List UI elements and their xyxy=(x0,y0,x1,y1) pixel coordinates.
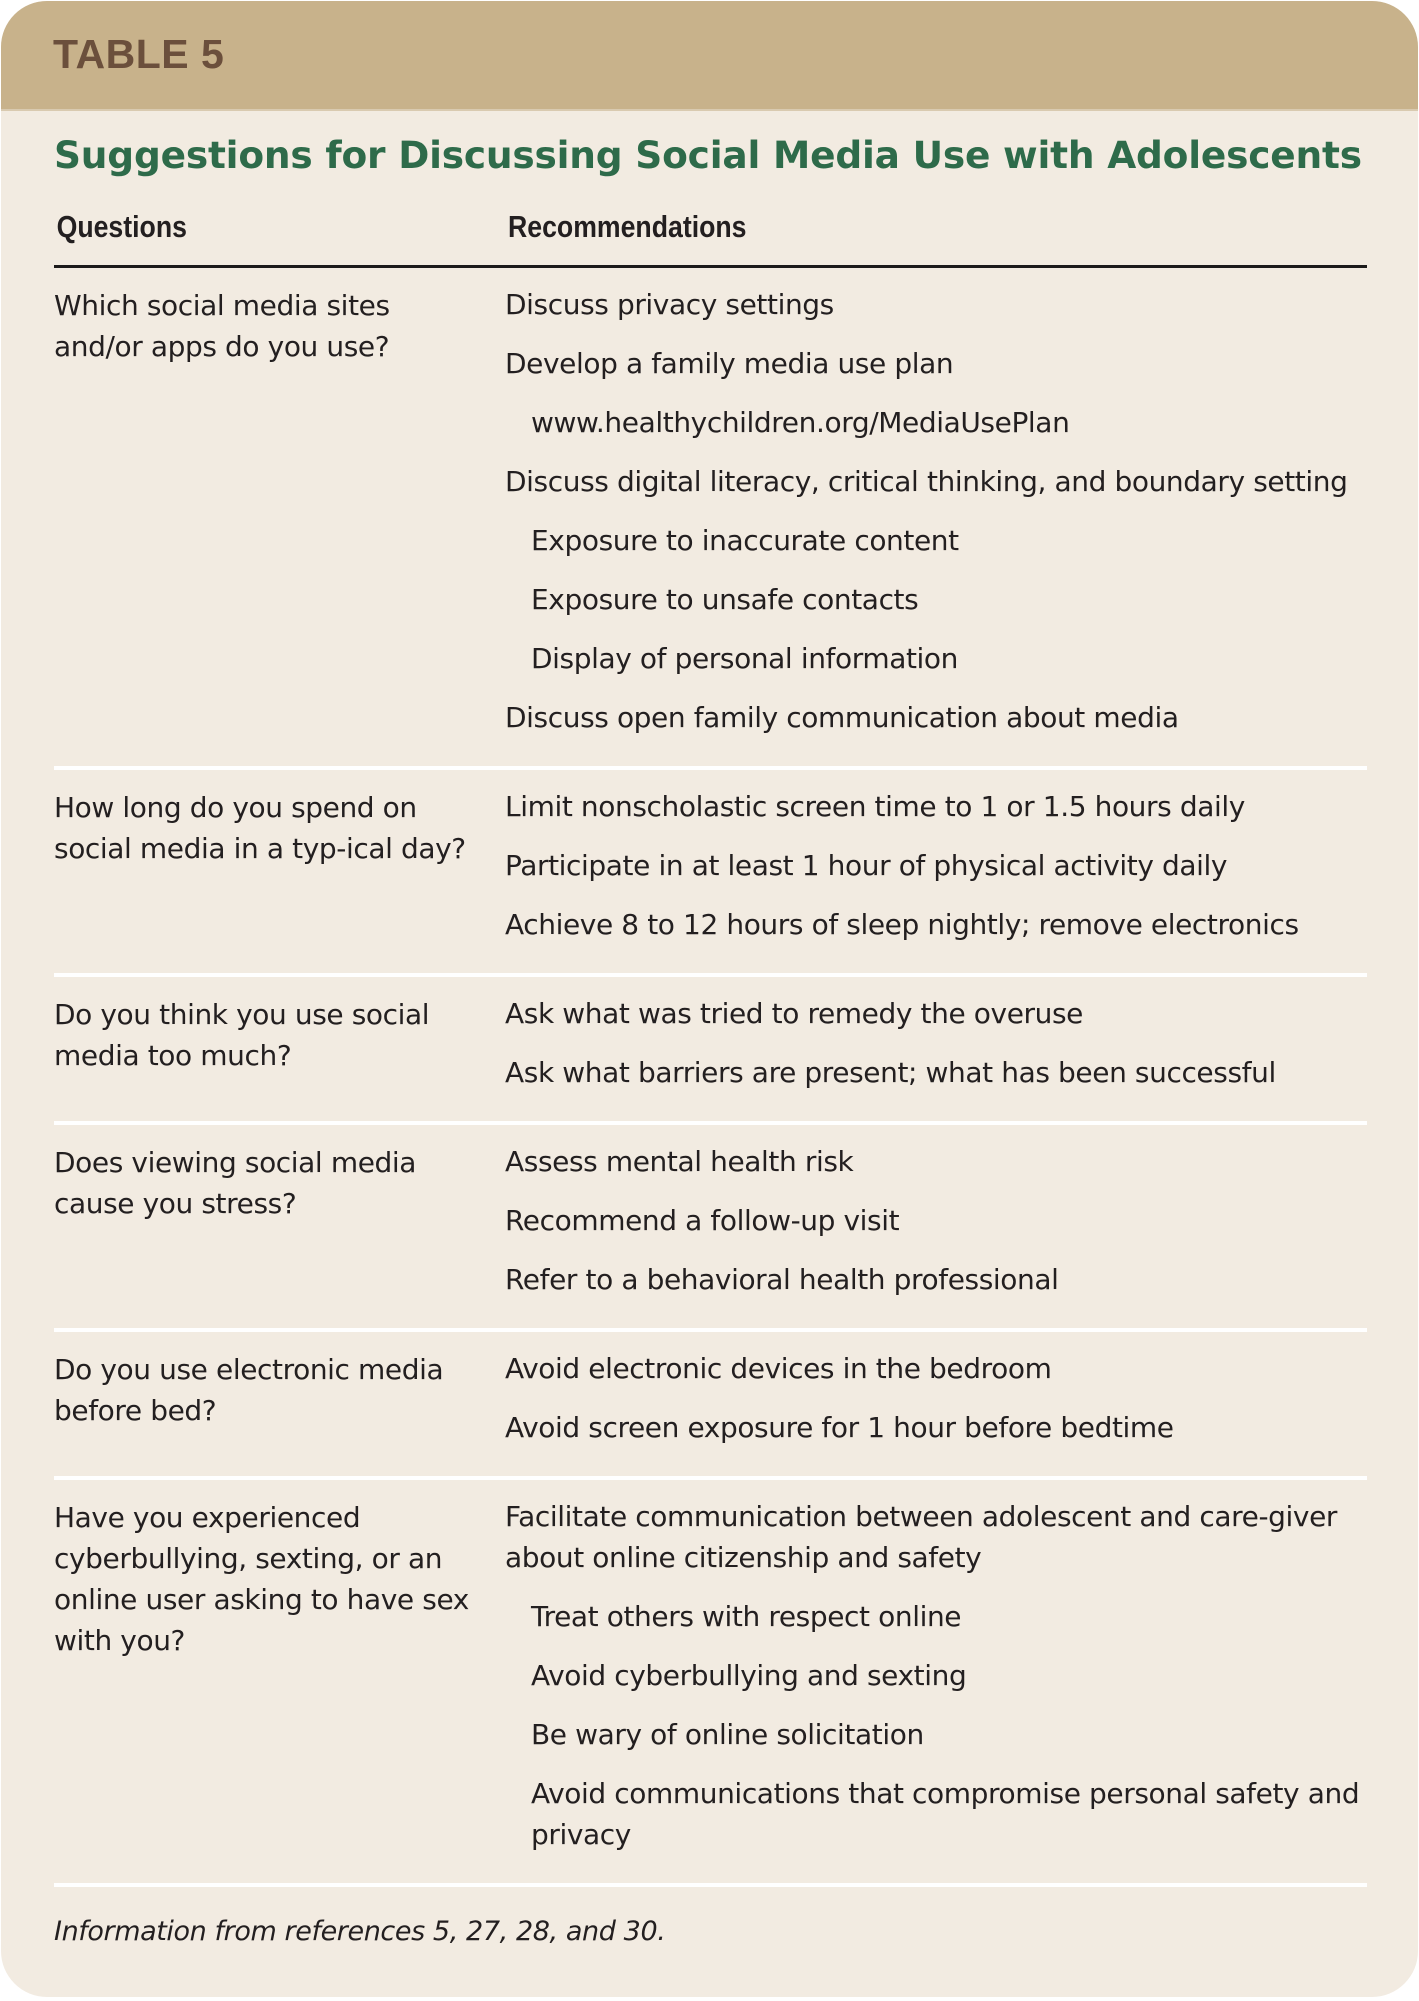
table-row xyxy=(54,1125,1367,1332)
recommendation-item: Facilitate communication between adolescent and care-giver about online citizenship and safety xyxy=(505,1500,1338,1574)
sub-recommendation-item: Avoid cyberbullying and sexting xyxy=(531,1659,967,1692)
table-label-band xyxy=(1,1,1418,111)
recommendations-cell xyxy=(505,993,1367,1111)
question-cell: Do you think you use social media too much? xyxy=(54,998,430,1072)
column-header-recommendations: Recommendations xyxy=(508,209,747,244)
recommendation-item: Discuss open family communication about media xyxy=(505,701,1179,734)
sub-recommendation-item: Avoid communications that compromise personal safety and privacy xyxy=(531,1777,1360,1851)
recommendation-item: Ask what barriers are present; what has been successful xyxy=(505,1056,1276,1089)
recommendations-cell xyxy=(505,1348,1367,1466)
column-header-questions: Questions xyxy=(56,209,187,244)
recommendation-item: Limit nonscholastic screen time to 1 or 1.5 hours daily xyxy=(505,790,1245,823)
recommendations-cell xyxy=(505,1496,1367,1873)
question-cell: Have you experienced cyberbullying, sexting, or an online user asking to have sex with you? xyxy=(54,1501,469,1657)
sub-recommendation-item: Treat others with respect online xyxy=(531,1600,962,1633)
table-card xyxy=(1,1,1418,1997)
recommendations-cell xyxy=(505,284,1367,756)
sub-recommendation-item: Exposure to unsafe contacts xyxy=(531,583,919,616)
recommendation-item: Recommend a follow-up visit xyxy=(505,1204,900,1237)
recommendation-item: Develop a family media use plan xyxy=(505,347,954,380)
footnote: Information from references 5, 27, 28, and 30. xyxy=(54,1916,666,1947)
question-cell: Do you use electronic media before bed? xyxy=(54,1353,444,1427)
recommendation-item: Avoid electronic devices in the bedroom xyxy=(505,1352,1052,1385)
sub-recommendation-item: www.healthychildren.org/MediaUsePlan xyxy=(531,406,1070,439)
table-row xyxy=(54,770,1367,977)
recommendation-item: Ask what was tried to remedy the overuse xyxy=(505,997,1083,1030)
question-cell: Which social media sites and/or apps do you use? xyxy=(54,289,390,363)
recommendation-item: Refer to a behavioral health professional xyxy=(505,1263,1059,1296)
table-label: TABLE 5 xyxy=(53,31,225,77)
recommendations-table xyxy=(54,203,1367,1887)
table-title: Suggestions for Discussing Social Media Use with Adolescents xyxy=(54,133,1362,177)
table-row xyxy=(54,268,1367,770)
recommendation-item: Achieve 8 to 12 hours of sleep nightly; remove electronics xyxy=(505,908,1299,941)
recommendations-cell xyxy=(505,1141,1367,1318)
recommendation-item: Participate in at least 1 hour of physical activity daily xyxy=(505,849,1228,882)
sub-recommendation-item: Be wary of online solicitation xyxy=(531,1718,924,1751)
table-row xyxy=(54,1480,1367,1887)
table-body xyxy=(54,268,1367,1887)
question-cell: Does viewing social media cause you stress? xyxy=(54,1146,417,1220)
recommendation-item: Avoid screen exposure for 1 hour before bedtime xyxy=(505,1411,1174,1444)
recommendation-item: Discuss privacy settings xyxy=(505,288,834,321)
recommendation-item: Assess mental health risk xyxy=(505,1145,854,1178)
sub-recommendation-item: Display of personal information xyxy=(531,642,959,675)
recommendation-item: Discuss digital literacy, critical thinking, and boundary setting xyxy=(505,465,1348,498)
table-row xyxy=(54,1332,1367,1480)
table-header xyxy=(54,203,1367,268)
table-row xyxy=(54,977,1367,1125)
question-cell: How long do you spend on social media in a typ-ical day? xyxy=(54,791,466,865)
sub-recommendation-item: Exposure to inaccurate content xyxy=(531,524,959,557)
recommendations-cell xyxy=(505,786,1367,963)
